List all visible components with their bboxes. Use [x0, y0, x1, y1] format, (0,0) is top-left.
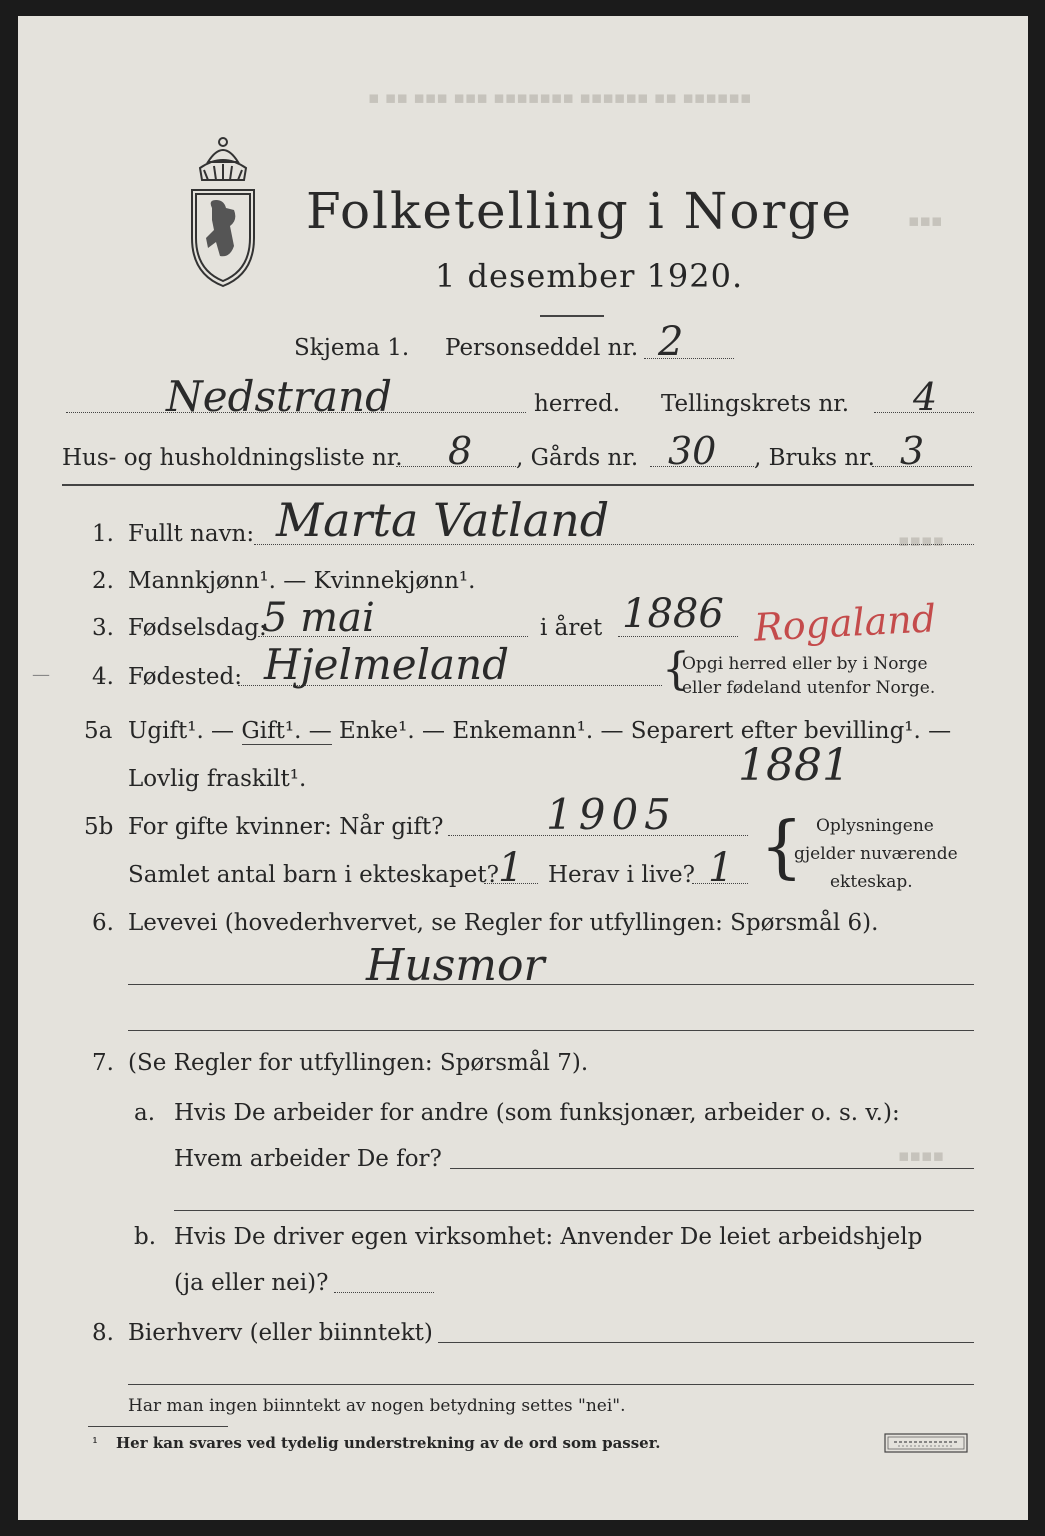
q3-number: 3.	[92, 615, 114, 641]
footnote-text: Her kan svares ved tydelig understrekning av de ord som passer.	[116, 1434, 661, 1452]
skjema-label: Skjema 1.	[294, 335, 410, 361]
q7b-label2: (ja eller nei)?	[174, 1270, 329, 1296]
herred-value: Nedstrand	[166, 372, 392, 421]
birth-year-value: 1886	[622, 591, 724, 637]
husliste-label: Hus- og husholdningsliste nr.	[62, 445, 403, 471]
bruks-value: 3	[900, 429, 925, 473]
birthday-value: 5 mai	[262, 595, 375, 641]
footnote-marker: ¹	[92, 1434, 99, 1452]
q5a-note: 1881	[738, 740, 850, 791]
tellingskrets-value: 4	[913, 375, 938, 419]
husliste-value: 8	[448, 429, 473, 473]
margin-mark: —	[32, 664, 50, 685]
marriage-year-value: 1905	[546, 790, 677, 839]
q3-label: Fødselsdag:	[128, 615, 267, 641]
full-name-value: Marta Vatland	[276, 493, 610, 547]
q5b-number: 5b	[84, 814, 114, 840]
q4-brace: {	[662, 644, 690, 695]
personseddel-label: Personseddel nr.	[445, 335, 639, 361]
q6-label: Levevei (hovederhvervet, se Regler for utfyllingen: Spørsmål 6).	[128, 910, 879, 936]
footer-rule	[88, 1426, 228, 1427]
q7b-label: Hvis De driver egen virksomhet: Anvender De leiet arbeidshjelp	[174, 1224, 923, 1250]
q5b-label: For gifte kvinner: Når gift?	[128, 814, 444, 840]
q8-line-2	[128, 1384, 974, 1385]
personseddel-value: 2	[658, 319, 684, 365]
q7a-line-1	[450, 1168, 974, 1169]
norwegian-lion-crest-icon	[178, 134, 268, 290]
q5a-number: 5a	[84, 718, 113, 744]
q5b-note-2: gjelder nuværende	[794, 844, 958, 864]
q4-number: 4.	[92, 664, 114, 690]
q4-note-2: eller fødeland utenfor Norge.	[682, 678, 936, 698]
form-title: Folketelling i Norge	[306, 182, 853, 240]
q7-label: (Se Regler for utfyllingen: Spørsmål 7).	[128, 1050, 589, 1076]
q6-line-1	[128, 984, 974, 985]
children-alive-value: 1	[708, 845, 734, 891]
footer-note: Har man ingen biinntekt av nogen betydning settes "nei".	[128, 1396, 626, 1416]
region-annotation: Rogaland	[752, 596, 938, 650]
tellingskrets-label: Tellingskrets nr.	[661, 391, 850, 417]
q5b-brace: {	[760, 808, 804, 887]
form-date: 1 desember 1920.	[435, 257, 744, 295]
q3-year-label: i året	[540, 615, 603, 641]
occupation-value: Husmor	[366, 940, 545, 991]
herred-label: herred.	[534, 391, 621, 417]
printer-stamp-icon	[884, 1433, 968, 1453]
gards-value: 30	[668, 429, 717, 473]
q2-label: Mannkjønn¹. — Kvinnekjønn¹.	[128, 568, 476, 594]
q4-label: Fødested:	[128, 664, 243, 690]
census-form: ▪ ▪▪ ▪▪▪ ▪▪▪ ▪▪▪▪▪▪▪ ▪▪▪▪▪▪ ▪▪ ▪▪▪▪▪▪ ▪▪▪ ▪▪▪▪ ▪▪▪▪ Folketelling i Norge 1 desember 1920. Skjema 1. Personseddel nr. 2 Nedstrand herred. Tellingskrets nr. 4 Hus- og husholdningsliste nr. 8 , Gårds nr. 30 , Bruks nr. 3 1. Fullt navn: Marta Vatland 2. Mannkjønn¹. — Kvinnekjønn¹. 3. Fødselsdag: 5 mai i året 1886 Rogaland 4. Fødested: Hjelmeland { Opgi herred eller by i Norge eller fødeland utenfor Norge. — 5a Ugift¹. — Gift¹. — Enke¹. — Enkemann¹. — Separert efter bevilling¹. — Lovlig fraskilt¹. 1881 5b For gifte kvinner: Når gift? 1905 Samlet antal barn i ekteskapet? 1 Herav i live? 1 { Oplysningene gjelder nuværende ekteskap. 6. Levevei (hovederhvervet, se Regler for utfyllingen: Spørsmål 6). Husmor 7. (Se Regler for utfyllingen: Spørsmål 7). a. Hvis De arbeider for andre (som funksjonær, arbeider o. s. v.): Hvem arbeider De for? b. Hvis De driver egen virksomhet: Anvender De leiet arbeidshjelp (ja eller nei)? 8. Bierhverv (eller biinntekt) Har man ingen biinntekt av nogen betydning settes "nei". ¹ Her kan svares ved tydelig understrekning av de ord som passer.	[18, 16, 1028, 1520]
q7-number: 7.	[92, 1050, 114, 1076]
gards-label: , Gårds nr.	[516, 445, 639, 471]
q7b-line	[334, 1292, 434, 1293]
q4-note-1: Opgi herred eller by i Norge	[682, 654, 928, 674]
q5b-label3: Herav i live?	[548, 862, 695, 888]
q7a-line-2	[174, 1210, 974, 1211]
q7a-label2: Hvem arbeider De for?	[174, 1146, 442, 1172]
children-count-value: 1	[498, 845, 524, 891]
q5b-note-3: ekteskap.	[830, 872, 913, 892]
header-rule	[62, 484, 974, 486]
q2-number: 2.	[92, 568, 114, 594]
q1-label: Fullt navn:	[128, 521, 255, 547]
gift-underline	[242, 744, 332, 745]
birthplace-value: Hjelmeland	[264, 640, 510, 689]
q1-number: 1.	[92, 521, 114, 547]
q8-line-1	[438, 1342, 974, 1343]
q5b-note-1: Oplysningene	[816, 816, 934, 836]
q5a-label2: Lovlig fraskilt¹.	[128, 766, 307, 792]
q8-label: Bierhverv (eller biinntekt)	[128, 1320, 433, 1346]
q5a-label: Ugift¹. — Gift¹. — Enke¹. — Enkemann¹. — Separert efter bevilling¹. —	[128, 718, 952, 744]
divider	[540, 315, 604, 317]
q7b-number: b.	[134, 1224, 157, 1250]
q6-line-2	[128, 1030, 974, 1031]
bruks-label: , Bruks nr.	[754, 445, 875, 471]
q8-number: 8.	[92, 1320, 114, 1346]
q5b-label2: Samlet antal barn i ekteskapet?	[128, 862, 499, 888]
q7a-label: Hvis De arbeider for andre (som funksjonær, arbeider o. s. v.):	[174, 1100, 900, 1126]
q6-number: 6.	[92, 910, 114, 936]
q7a-number: a.	[134, 1100, 156, 1126]
